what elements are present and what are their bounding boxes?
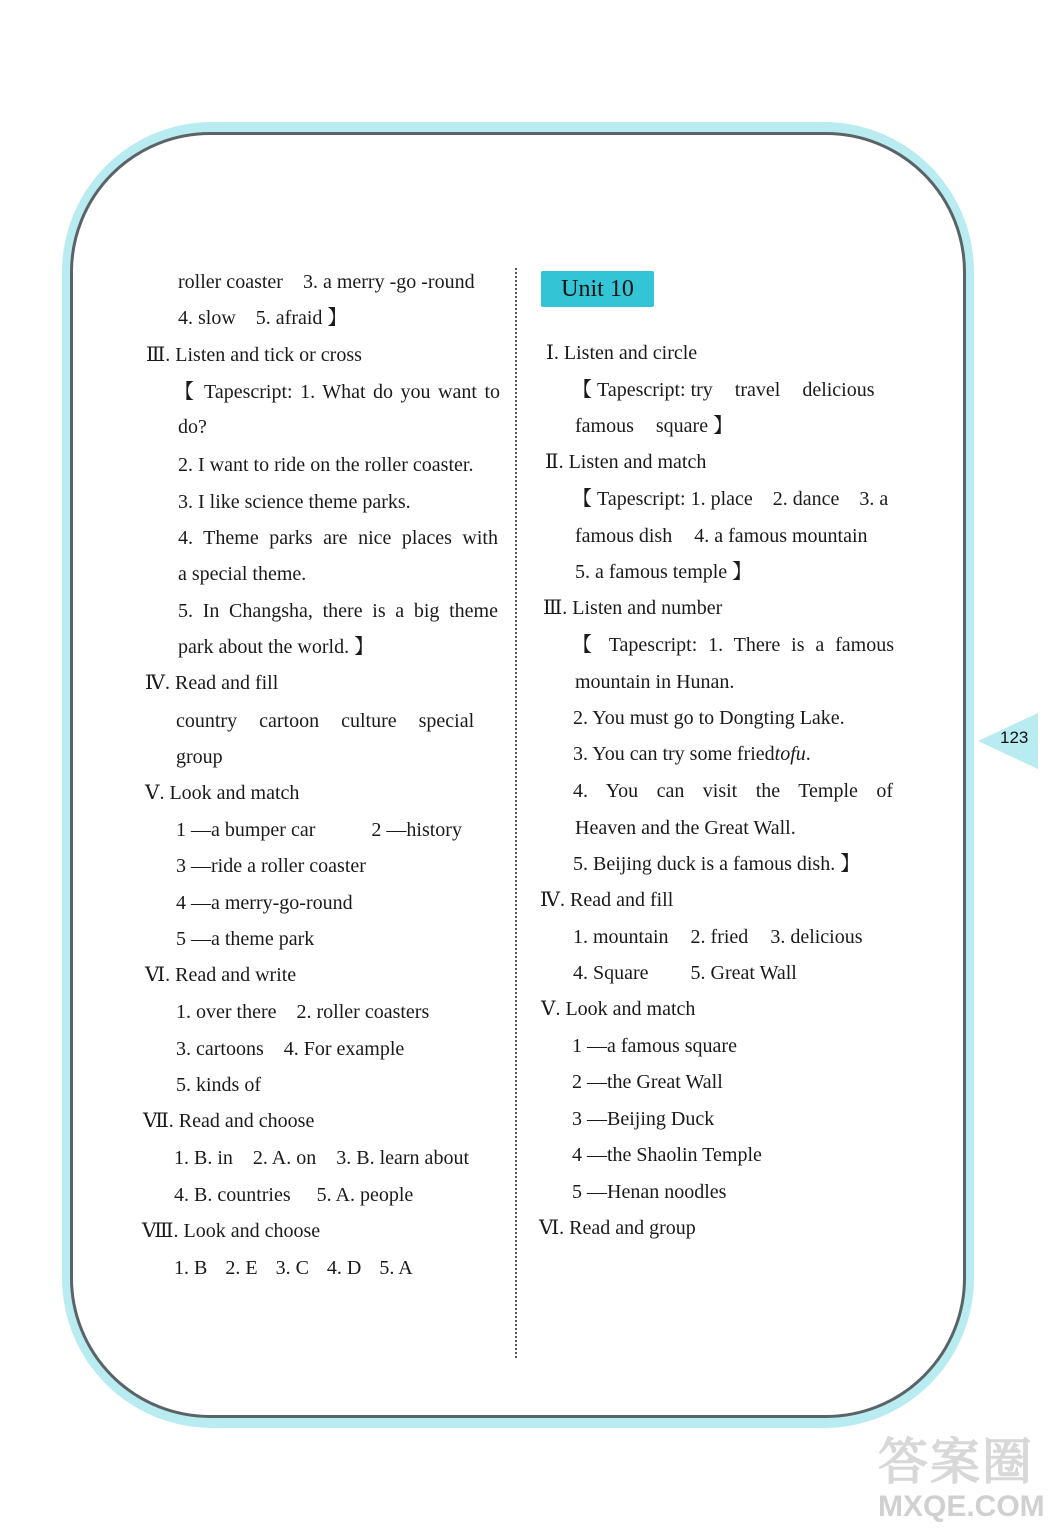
text-line [176,818,462,842]
text-segment: Ⅷ. Look and choose [142,1220,321,1242]
text-line [573,779,893,803]
text-segment: 2 —history [371,819,462,841]
text-line [178,270,475,294]
text-segment: 4. Square [573,962,649,984]
text-segment: 3. a [859,488,889,510]
text-line [176,891,353,915]
text-line [146,343,362,367]
text-segment: 5. A. people [316,1184,414,1206]
text-line [545,450,706,474]
text-segment: Ⅵ. Read and group [539,1217,696,1239]
text-segment: 1. over there [176,1001,277,1023]
text-segment: 5 —a theme park [176,928,315,950]
column-divider [515,268,517,1358]
text-line [572,378,875,402]
text-line [573,706,845,730]
text-segment: group [176,746,223,768]
text-line [178,490,411,514]
text-segment: 4. a famous mountain [694,525,868,547]
text-segment: travel [734,379,781,401]
text-segment: 4 —the Shaolin Temple [572,1144,762,1166]
text-line [572,1180,726,1204]
text-segment: 5. kinds of [176,1074,261,1096]
text-line [142,1219,320,1243]
text-segment: special [418,710,475,732]
text-line [176,1073,261,1097]
text-line [541,997,695,1021]
text-segment: 2. fried [690,926,749,948]
text-segment: famous dish [575,525,673,547]
text-segment: Ⅴ. Look and match [541,998,696,1020]
text-segment: 3 —Beijing Duck [572,1108,715,1130]
watermark-url: MXQE.COM [878,1490,1045,1523]
text-line [176,1000,429,1024]
text-line [572,1034,737,1058]
text-segment: 5. Beijing duck is a famous dish. 】 [573,853,861,875]
text-segment: 5. Great Wall [690,962,797,984]
text-segment: delicious [802,379,875,401]
text-line [575,524,868,548]
text-line [143,1109,314,1133]
text-line [145,963,296,987]
text-line [178,415,207,439]
text-segment: 3. I like science theme parks. [178,491,411,513]
text-line [546,341,697,365]
text-segment: 2. E [225,1257,258,1279]
text-line [176,1037,404,1061]
text-segment: 2 —the Great Wall [572,1071,723,1093]
text-line [539,1216,696,1240]
text-segment: 【 Tapescript: 1. place [572,488,753,510]
text-line [573,852,860,876]
text-line [174,1183,413,1207]
text-segment: . [805,743,811,765]
text-segment: Ⅵ. Read and write [145,964,297,986]
text-segment: 3. B. learn about [336,1147,469,1169]
text-line [178,599,498,623]
text-line [572,1107,714,1131]
text-line [176,854,366,878]
text-line [572,633,894,657]
page-number: 123 [1000,728,1029,747]
text-segment: 5. afraid 】 [255,307,348,329]
text-segment: culture [341,710,397,732]
text-line [176,709,474,733]
text-segment: Ⅲ. Listen and number [543,597,723,619]
text-line [573,742,811,766]
text-line [145,781,299,805]
text-segment: famous [575,415,634,437]
text-line [176,927,314,951]
text-segment: Heaven and the Great Wall. [575,817,796,839]
text-segment: Ⅳ. Read and fill [540,889,674,911]
text-line [178,453,473,477]
text-segment: Ⅰ. Listen and circle [546,342,698,364]
watermark [872,1420,1047,1532]
text-line [573,925,863,949]
text-segment: 1. B [174,1257,208,1279]
text-segment: 4. D [326,1257,362,1279]
text-line [575,560,752,584]
text-segment: 3. delicious [770,926,863,948]
text-segment: 4 —a merry-go-round [176,892,353,914]
text-segment: tofu [774,743,806,765]
text-segment: 4. For example [283,1038,405,1060]
text-line [174,380,500,404]
text-segment: 3. cartoons [176,1038,264,1060]
watermark-logo: 答案圈 [878,1433,1034,1491]
text-line [572,1143,762,1167]
text-line [573,961,797,985]
text-segment: 2. roller coasters [296,1001,430,1023]
text-line [178,635,374,659]
text-segment: 1. B. in [174,1147,233,1169]
text-segment: 5 —Henan noodles [572,1181,727,1203]
text-line [572,487,888,511]
text-segment: Ⅶ. Read and choose [143,1110,315,1132]
text-segment: 4. You can visit the Temple of [573,780,893,802]
text-segment: 3. You can try some fried [573,743,775,765]
text-segment: 2. A. on [252,1147,317,1169]
text-line [174,1256,413,1280]
text-line [145,671,278,695]
text-segment: 5. a famous temple 】 [575,561,753,583]
text-segment: 5. In Changsha, there is a big theme [178,600,498,622]
text-segment: 4. B. countries [174,1184,291,1206]
text-segment: country [176,710,238,732]
unit-badge: Unit 10 [541,271,654,307]
text-line [178,526,498,550]
text-segment: cartoon [259,710,320,732]
text-segment: 【 Tapescript: try [572,379,713,401]
text-segment: 1 —a bumper car [176,819,316,841]
text-segment: Ⅲ. Listen and tick or cross [146,344,362,366]
text-segment: 1. mountain [573,926,669,948]
text-line [174,1146,469,1170]
text-segment: Ⅴ. Look and match [145,782,300,804]
text-line [543,596,722,620]
text-line [178,306,347,330]
text-line [540,888,673,912]
text-line [575,816,796,840]
text-line [178,562,306,586]
text-segment: park about the world. 】 [178,636,375,658]
text-segment: 4. Theme parks are nice places with [178,527,498,549]
text-segment: 3. a merry -go -round [302,271,475,293]
text-segment: 3 —ride a roller coaster [176,855,366,877]
text-segment: 4. slow [178,307,236,329]
text-segment: Ⅱ. Listen and match [545,451,707,473]
text-segment: mountain in Hunan. [575,671,735,693]
text-segment: 【 Tapescript: 1. There is a famous [572,634,894,656]
text-segment: Ⅳ. Read and fill [145,672,279,694]
text-segment: 【 Tapescript: 1. What do you want to [174,381,500,403]
text-segment: 1 —a famous square [572,1035,737,1057]
text-segment: 3. C [275,1257,309,1279]
text-line [572,1070,723,1094]
text-segment: 2. You must go to Dongting Lake. [573,707,845,729]
text-segment: do? [178,416,207,438]
text-segment: 2. dance [772,488,840,510]
text-line [176,745,223,769]
text-line [575,670,734,694]
text-segment: roller coaster [178,271,283,293]
text-segment: 5. A [379,1257,413,1279]
text-segment: 2. I want to ride on the roller coaster. [178,454,474,476]
text-line [575,414,733,438]
text-segment: square 】 [655,415,734,437]
text-segment: a special theme. [178,563,307,585]
